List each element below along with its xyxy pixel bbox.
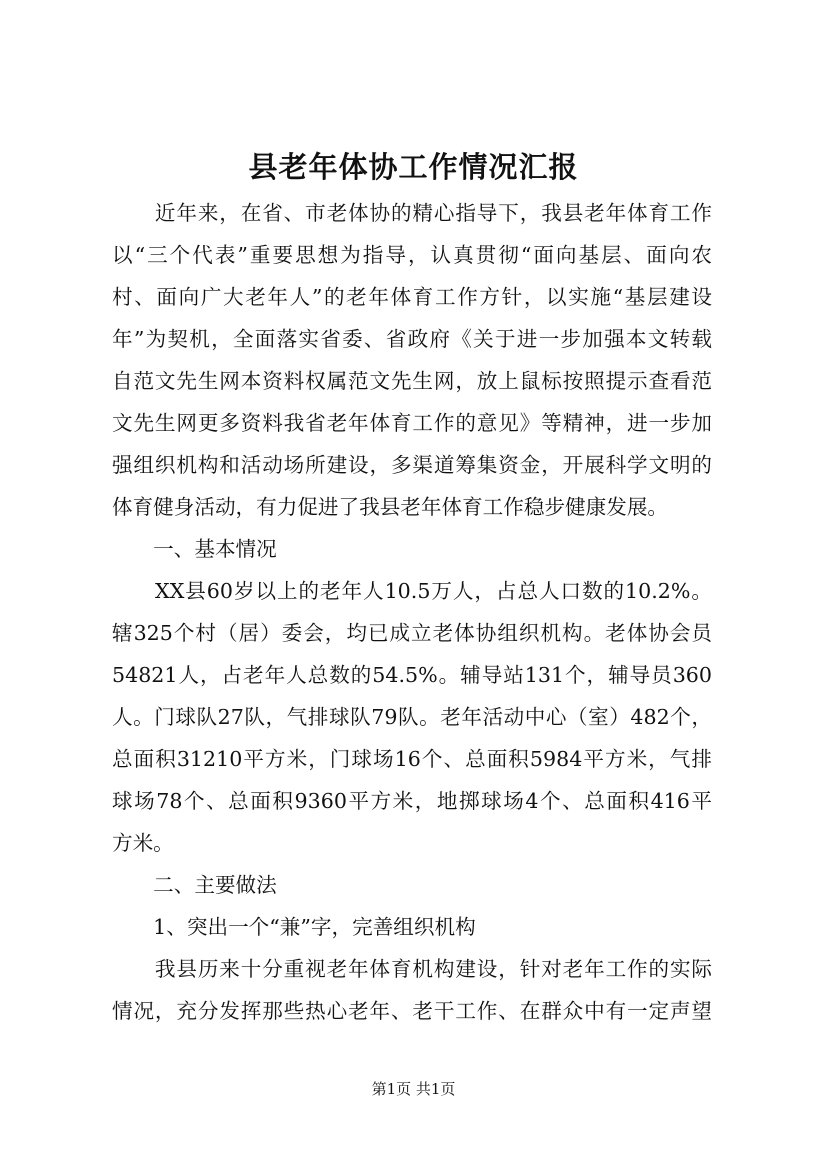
body-line: 近年来，在省、市老体协的精心指导下，我县老年体育工作 [112,201,712,225]
body-line: 年”为契机，全面落实省委、省政府《关于进一步加强本文转载 [112,327,712,351]
body-line: 情况，充分发挥那些热心老年、老干工作、在群众中有一定声望 [112,999,712,1023]
body-line: 54821人，占老年人总数的54.5%。辅导站131个，辅导员360 [112,663,712,687]
body-line: 球场78个、总面积9360平方米，地掷球场4个、总面积416平 [112,789,712,813]
body-line: 体育健身活动，有力促进了我县老年体育工作稳步健康发展。 [112,495,669,519]
body-line: 我县历来十分重视老年体育机构建设，针对老年工作的实际 [112,957,712,981]
page-footer: 第1页 共1页 [371,1080,456,1098]
body-line: XX县60岁以上的老年人10.5万人，占总人口数的10.2%。 [112,579,712,603]
body-line: 村、面向广大老年人”的老年体育工作方针，以实施“基层建设 [112,285,712,309]
body-line: 总面积31210平方米，门球场16个、总面积5984平方米，气排 [112,747,712,771]
document-title: 县老年体协工作情况汇报 [248,150,579,184]
body-line: 强组织机构和活动场所建设，多渠道筹集资金，开展科学文明的 [112,453,712,477]
body-line: 辖325个村（居）委会，均已成立老体协组织机构。老体协会员 [112,621,712,645]
section-heading: 二、主要做法 [112,873,277,897]
section-heading: 一、基本情况 [112,537,277,561]
body-line: 方米。 [112,831,174,855]
subsection-heading: 1、突出一个“兼”字，完善组织机构 [112,915,476,939]
body-line: 文先生网更多资料我省老年体育工作的意见》等精神，进一步加 [112,411,712,435]
body-line: 自范文先生网本资料权属范文先生网，放上鼠标按照提示查看范 [112,369,712,393]
body-line: 以“三个代表”重要思想为指导，认真贯彻“面向基层、面向农 [112,243,712,267]
body-line: 人。门球队27队，气排球队79队。老年活动中心（室）482个， [112,705,712,729]
